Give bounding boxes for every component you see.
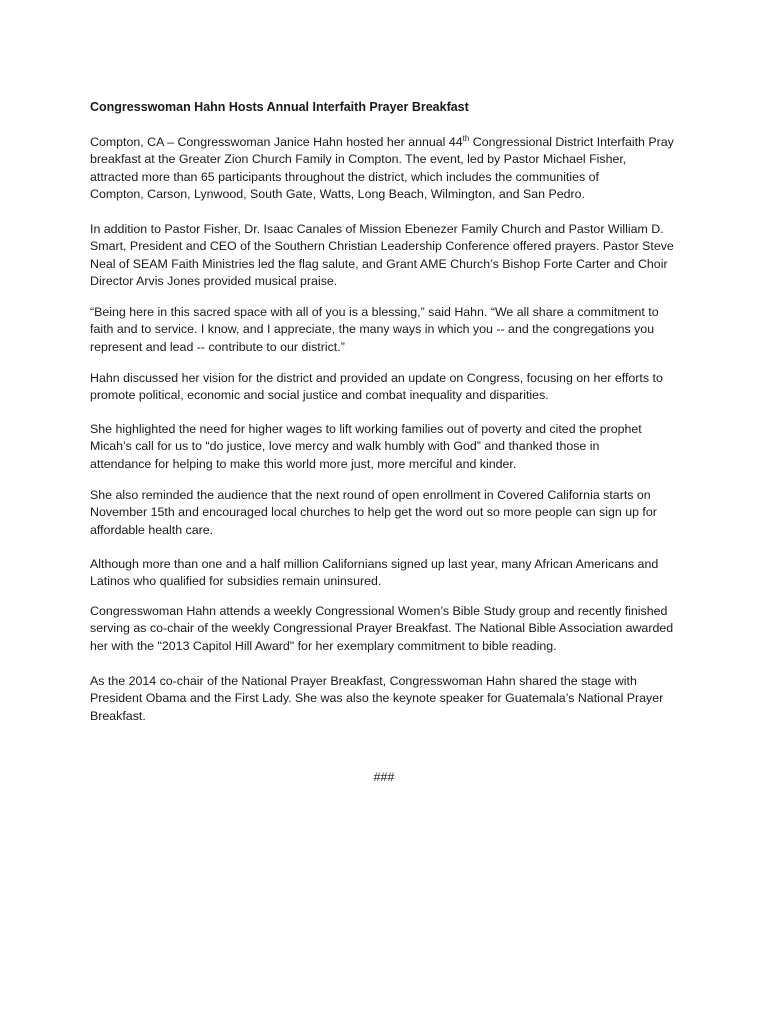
paragraph-line: Latinos who qualified for subsidies remain uninsured. <box>90 574 382 589</box>
paragraph-line: Hahn discussed her vision for the district and provided an update on Congress, focusing on her efforts to <box>90 371 663 385</box>
paragraph-line: Compton, Carson, Lynwood, South Gate, Watts, Long Beach, Wilmington, and San Pedro. <box>90 187 585 202</box>
paragraph-line: serving as co-chair of the weekly Congressional Prayer Breakfast. The National Bible Association awarded <box>90 621 674 636</box>
paragraph-line: November 15th and encouraged local churches to help get the word out so more people can sign up for <box>90 505 657 520</box>
paragraph-wages <box>90 421 690 473</box>
paragraph-intro <box>90 134 690 204</box>
paragraph-line: Although more than one and a half million Californians signed up last year, many African Americans and <box>90 557 659 571</box>
paragraph-line: affordable health care. <box>90 522 214 537</box>
paragraph-line: attendance for helping to make this world more just, more merciful and kinder. <box>90 456 517 471</box>
paragraph-line: As the 2014 co-chair of the National Prayer Breakfast, Congresswoman Hahn shared the stage with <box>90 674 637 688</box>
paragraph-participants <box>90 221 690 291</box>
paragraph-uninsured <box>90 556 690 591</box>
paragraph-line: her with the "2013 Capitol Hill Award" for her exemplary commitment to bible reading. <box>90 638 557 653</box>
paragraph-line: attracted more than 65 participants throughout the district, which includes the communities of <box>90 169 599 184</box>
paragraph-vision <box>90 370 690 405</box>
paragraph-line: represent and lead -- contribute to our district.” <box>90 339 345 354</box>
paragraph-line: Compton, CA – Congresswoman Janice Hahn hosted her annual 44th Congressional District Interfaith Pray <box>90 134 674 149</box>
paragraph-line: Congresswoman Hahn attends a weekly Congressional Women’s Bible Study group and recently finished <box>90 604 668 618</box>
paragraph-line: Micah’s call for us to “do justice, love mercy and walk humbly with God” and thanked those in <box>90 439 600 454</box>
paragraph-line: Breakfast. <box>90 708 146 723</box>
paragraph-national-prayer <box>90 673 690 725</box>
paragraph-line: promote political, economic and social justice and combat inequality and disparities. <box>90 388 549 403</box>
paragraph-line: She highlighted the need for higher wages to lift working families out of poverty and cited the prophet <box>90 422 642 436</box>
document-title: Congresswoman Hahn Hosts Annual Interfaith Prayer Breakfast <box>90 100 469 114</box>
paragraph-line: breakfast at the Greater Zion Church Family in Compton. The event, led by Pastor Michael Fisher, <box>90 152 627 167</box>
superscript: th <box>462 134 470 143</box>
paragraph-quote <box>90 304 690 356</box>
paragraph-enrollment <box>90 487 690 539</box>
paragraph-line: faith and to service. I know, and I appreciate, the many ways in which you -- and the congregations you <box>90 322 655 337</box>
paragraph-bible-study <box>90 603 690 655</box>
paragraph-line: President Obama and the First Lady. She was also the keynote speaker for Guatemala’s National Prayer <box>90 691 664 706</box>
paragraph-line: “Being here in this sacred space with all of you is a blessing,” said Hahn. “We all share a commitment to <box>90 305 659 319</box>
paragraph-line: Director Arvis Jones provided musical praise. <box>90 274 338 289</box>
paragraph-line: Neal of SEAM Faith Ministries led the flag salute, and Grant AME Church’s Bishop Forte Carter and Choir <box>90 256 668 271</box>
paragraph-line: In addition to Pastor Fisher, Dr. Isaac Canales of Mission Ebenezer Family Church and Pastor William D. <box>90 222 664 236</box>
paragraph-line: Smart, President and CEO of the Southern Christian Leadership Conference offered prayers. Pastor Steve <box>90 239 674 254</box>
end-mark: ### <box>373 770 395 784</box>
paragraph-line: She also reminded the audience that the next round of open enrollment in Covered California starts on <box>90 488 651 502</box>
